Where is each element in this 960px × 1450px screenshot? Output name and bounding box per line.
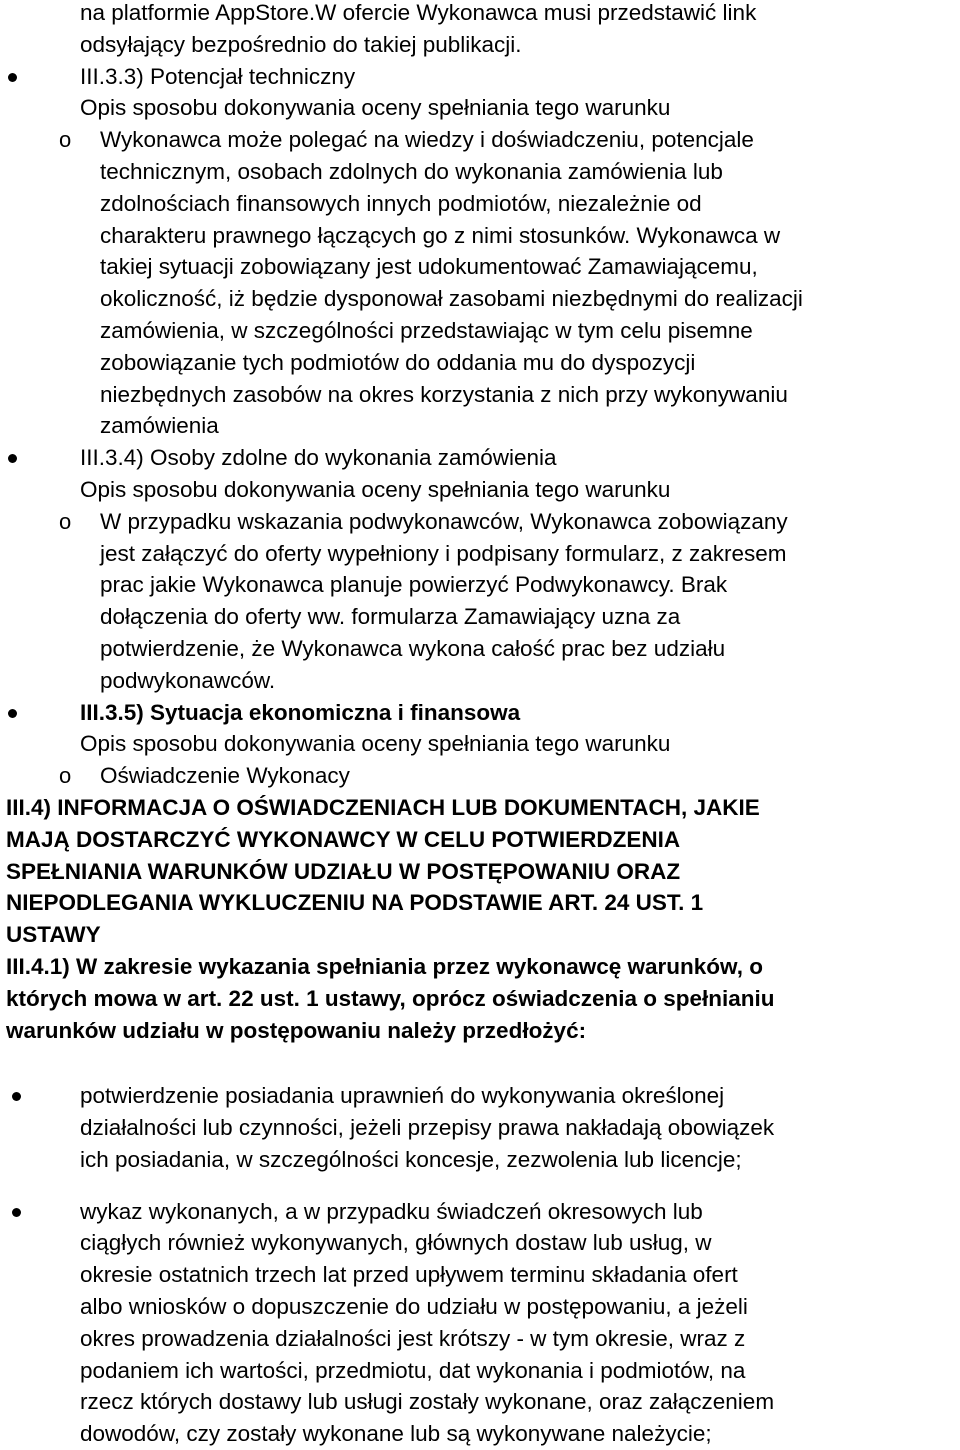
section-iii-3-4-sub: [0, 506, 960, 697]
circle-bullet-icon: o: [59, 127, 72, 153]
bullet-icon: [8, 709, 17, 718]
section-iii-3-5-sub: [0, 760, 960, 792]
list-line: albo wniosków o dopuszczenie do udziału w postępowaniu, a jeżeli: [80, 1294, 748, 1320]
list-line: dowodów, czy zostały wykonane lub są wykonywane należycie;: [80, 1421, 712, 1447]
bullet-icon: [12, 1208, 21, 1217]
sub-line: okoliczność, iż będzie dysponował zasobami niezbędnymi do realizacji: [100, 286, 803, 312]
sub-line: prac jakie Wykonawca planuje powierzyć Podwykonawcy. Brak: [100, 572, 728, 598]
list-line: działalności lub czynności, jeżeli przepisy prawa nakładają obowiązek: [80, 1115, 775, 1141]
sub-line: niezbędnych zasobów na okres korzystania z nich przy wykonywaniu: [100, 381, 788, 407]
list-line: okres prowadzenia działalności jest krótszy - w tym okresie, wraz z: [80, 1325, 746, 1351]
sub-line: charakteru prawnego łączących go z nimi stosunków. Wykonawca w: [100, 222, 781, 248]
list-line: ciągłych również wykonywanych, głównych dostaw lub usług, w: [80, 1230, 712, 1256]
list-line-text: potwierdzenie posiadania uprawnień do wykonywania określonej: [80, 1083, 725, 1109]
sub-line: podwykonawców.: [100, 667, 276, 693]
sub-line: dołączenia do oferty ww. formularza Zamawiający uzna za: [100, 604, 681, 630]
sub-line: zdolnościach finansowych innych podmiotów, niezależnie od: [100, 190, 702, 216]
sub-line: technicznym, osobach zdolnych do wykonania zamówienia lub: [100, 158, 723, 184]
sub-line: W przypadku wskazania podwykonawców, Wykonawca zobowiązany: [100, 508, 788, 534]
list-item: [0, 1080, 960, 1175]
heading-line: SPEŁNIANIA WARUNKÓW UDZIAŁU W POSTĘPOWANIU ORAZ: [6, 858, 681, 884]
list-line: podaniem ich wartości, przedmiotu, dat wykonania i podmiotów, na: [80, 1357, 746, 1383]
section-iii-4-heading: [0, 792, 960, 951]
heading-line: USTAWY: [6, 922, 101, 948]
section-iii-3-3-sub: [0, 124, 960, 442]
sub-line: Wykonawca może polegać na wiedzy i doświadczeniu, potencjale: [100, 127, 754, 153]
list-line: [80, 1080, 930, 1112]
heading-line: których mowa w art. 22 ust. 1 ustawy, oprócz oświadczenia o spełnianiu: [6, 985, 775, 1011]
section-desc: Opis sposobu dokonywania oceny spełniania tego warunku: [80, 95, 671, 121]
section-title: III.3.5) Sytuacja ekonomiczna i finansowa: [80, 699, 521, 725]
heading-line: III.4) INFORMACJA O OŚWIADCZENIACH LUB DOKUMENTACH, JAKIE: [6, 794, 760, 820]
section-iii-3-4: [0, 442, 960, 506]
section-desc: Opis sposobu dokonywania oceny spełniania tego warunku: [80, 476, 671, 502]
sub-line: potwierdzenie, że Wykonawca wykona całość prac bez udziału: [100, 635, 726, 661]
section-iii-3-5: [0, 697, 960, 761]
circle-bullet-icon: o: [59, 763, 72, 789]
intro-line: odsyłający bezpośrednio do takiej publikacji.: [80, 31, 522, 57]
list-line: rzecz których dostawy lub usługi zostały wykonane, oraz załączeniem: [80, 1389, 775, 1415]
bullet-icon: [8, 454, 17, 463]
heading-line: NIEPODLEGANIA WYKLUCZENIU NA PODSTAWIE ART. 24 UST. 1: [6, 890, 704, 916]
sub-line: takiej sytuacji zobowiązany jest udokumentować Zamawiającemu,: [100, 254, 758, 280]
heading-line: warunków udziału w postępowaniu należy przedłożyć:: [6, 1017, 587, 1043]
list-item: [0, 1196, 960, 1450]
section-title: III.3.3) Potencjał techniczny: [80, 63, 356, 89]
heading-line: III.4.1) W zakresie wykazania spełniania przez wykonawcę warunków, o: [6, 953, 763, 979]
intro-line: na platformie AppStore.W ofercie Wykonawca musi przedstawić link: [80, 0, 757, 25]
sub-line: zamówienia, w szczególności przedstawiając w tym celu pisemne: [100, 317, 753, 343]
section-iii-3-3: [0, 61, 960, 125]
sub-line: zobowiązanie tych podmiotów do oddania mu do dyspozycji: [100, 349, 696, 375]
section-desc: Opis sposobu dokonywania oceny spełniania tego warunku: [80, 731, 671, 757]
bullet-icon: [8, 73, 17, 82]
bullet-icon: [12, 1092, 21, 1101]
list-line: okresie ostatnich trzech lat przed upływem terminu składania ofert: [80, 1262, 738, 1288]
spacer: [0, 1176, 960, 1196]
section-title: III.3.4) Osoby zdolne do wykonania zamówienia: [80, 445, 557, 471]
section-iii-4-1-heading: [0, 951, 960, 1046]
heading-line: MAJĄ DOSTARCZYĆ WYKONAWCY W CELU POTWIERDZENIA: [6, 826, 681, 852]
sub-line: jest załączyć do oferty wypełniony i podpisany formularz, z zakresem: [100, 540, 787, 566]
list-line: wykaz wykonanych, a w przypadku świadczeń okresowych lub: [80, 1198, 703, 1224]
sub-line: zamówienia: [100, 413, 219, 439]
sub-line: Oświadczenie Wykonacy: [100, 763, 350, 789]
list-line: ich posiadania, w szczególności koncesje, zezwolenia lub licencje;: [80, 1146, 742, 1172]
circle-bullet-icon: o: [59, 508, 72, 534]
intro-paragraph: [0, 0, 960, 61]
spacer: [0, 1046, 960, 1080]
